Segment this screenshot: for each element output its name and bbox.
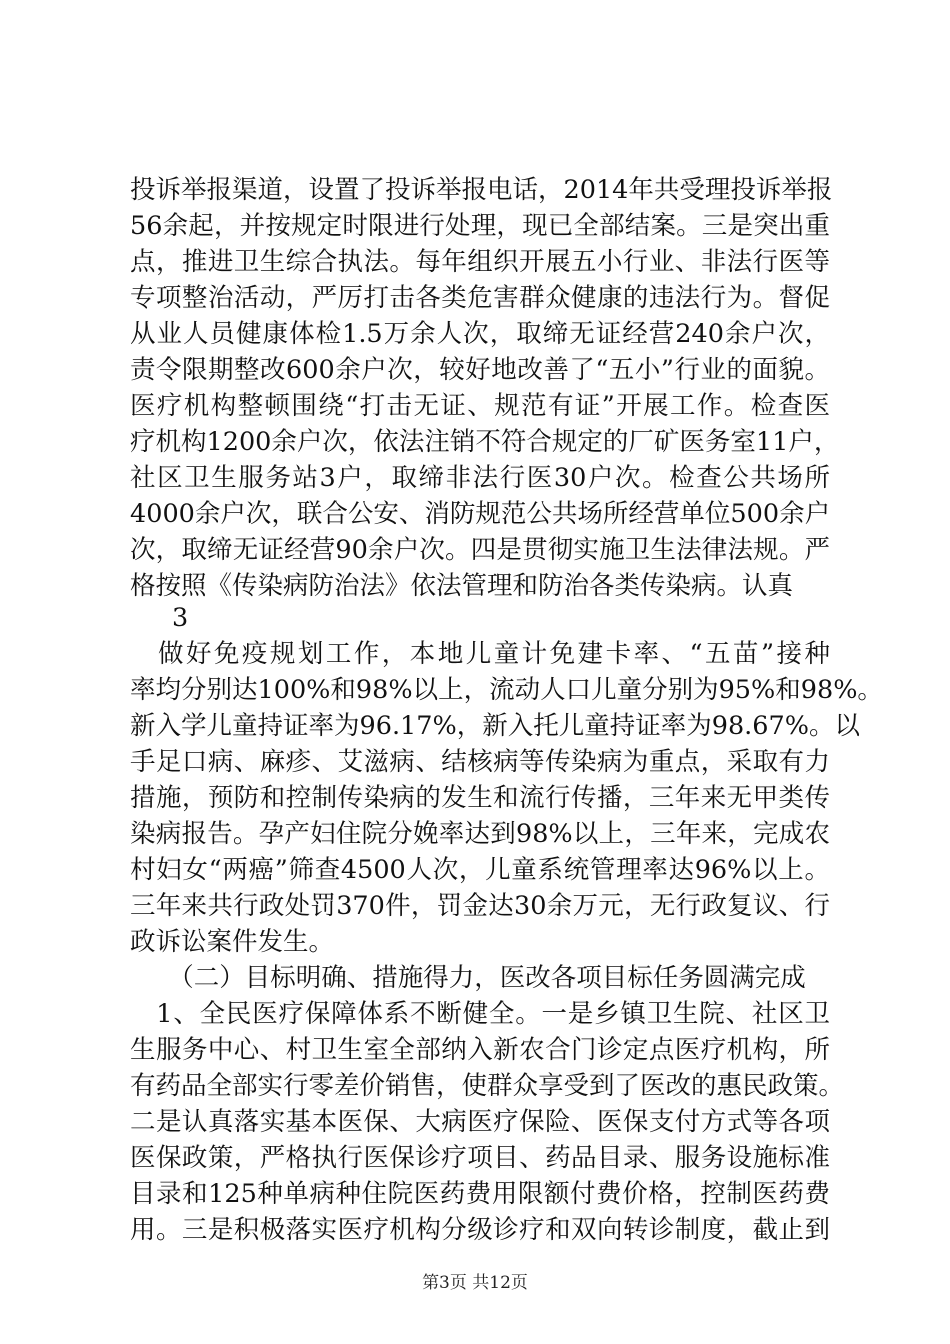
text-line: 56余起，并按规定时限进行处理，现已全部结案。三是突出重	[130, 211, 830, 241]
text-line: 生服务中心、村卫生室全部纳入新农合门诊定点医疗机构，所	[130, 1035, 830, 1065]
text-line: 投诉举报渠道，设置了投诉举报电话，2014年共受理投诉举报	[130, 175, 833, 205]
page-marker: 3	[172, 603, 189, 633]
text-line: 率均分别达100%和98%以上，流动人口儿童分别为95%和98%。	[130, 675, 883, 705]
text-line: 用。三是积极落实医疗机构分级诊疗和双向转诊制度，截止到	[130, 1215, 830, 1245]
text-line: 专项整治活动，严厉打击各类危害群众健康的违法行为。督促	[130, 283, 830, 313]
text-line: 三年来共行政处罚370件，罚金达30余万元，无行政复议、行	[130, 891, 830, 921]
text-line: 手足口病、麻疹、艾滋病、结核病等传染病为重点，采取有力	[130, 747, 830, 777]
text-line: 疗机构1200余户次，依法注销不符合规定的厂矿医务室11户，	[130, 427, 840, 457]
text-line: 新入学儿童持证率为96.17%，新入托儿童持证率为98.67%。以	[130, 711, 860, 741]
text-line: 目录和125种单病种住院医药费用限额付费价格，控制医药费	[130, 1179, 830, 1209]
text-line: 做好免疫规划工作，本地儿童计免建卡率、“五苗”接种	[130, 639, 830, 669]
text-line: 医保政策，严格执行医保诊疗项目、药品目录、服务设施标准	[130, 1143, 830, 1173]
text-line: 染病报告。孕产妇住院分娩率达到98%以上，三年来，完成农	[130, 819, 830, 849]
text-line: 社区卫生服务站3户，取缔非法行医30户次。检查公共场所	[130, 463, 830, 493]
text-line: 医疗机构整顿围绕“打击无证、规范有证”开展工作。检查医	[130, 391, 830, 421]
text-line: 措施，预防和控制传染病的发生和流行传播，三年来无甲类传	[130, 783, 830, 813]
text-line: 有药品全部实行零差价销售，使群众享受到了医改的惠民政策。	[130, 1071, 845, 1101]
text-line: 村妇女“两癌”筛查4500人次，儿童系统管理率达96%以上。	[130, 855, 830, 885]
text-line: 二是认真落实基本医保、大病医疗保险、医保支付方式等各项	[130, 1107, 830, 1137]
text-line: 从业人员健康体检1.5万余人次，取缔无证经营240余户次，	[130, 319, 830, 349]
text-line: 格按照《传染病防治法》依法管理和防治各类传染病。认真	[130, 571, 794, 601]
page-footer: 第3页 共12页	[422, 1273, 528, 1293]
text-line: 次，取缔无证经营90余户次。四是贯彻实施卫生法律法规。严	[130, 535, 830, 565]
text-line: 责令限期整改600余户次，较好地改善了“五小”行业的面貌。	[130, 355, 830, 385]
section-heading: （二）目标明确、措施得力，医改各项目标任务圆满完成	[130, 963, 806, 993]
text-line: 4000余户次，联合公安、消防规范公共场所经营单位500余户	[130, 499, 831, 529]
text-line: 点，推进卫生综合执法。每年组织开展五小行业、非法行医等	[130, 247, 830, 277]
text-line: 1、全民医疗保障体系不断健全。一是乡镇卫生院、社区卫	[130, 999, 830, 1029]
text-line: 政诉讼案件发生。	[130, 927, 335, 957]
